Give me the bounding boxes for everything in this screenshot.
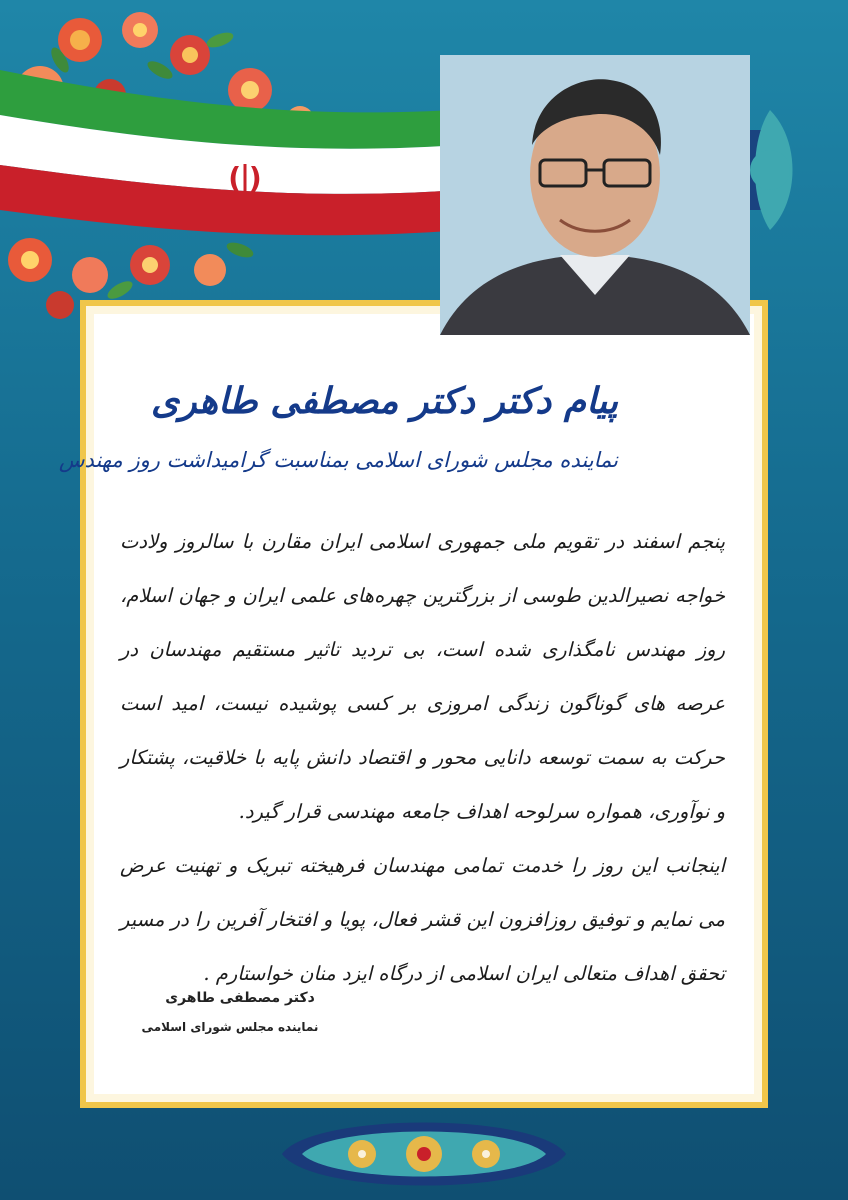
signature-name: دکتر مصطفی طاهری [165, 990, 315, 1006]
arabesque-ornament-bottom [282, 1112, 566, 1196]
message-subtitle: نماینده مجلس شورای اسلامی بمناسبت گرامیداشت روز مهندس [58, 448, 618, 472]
portrait-photo [440, 55, 750, 335]
message-body [120, 515, 725, 1001]
message-paragraph: اینجانب این روز را خدمت تمامی مهندسان فرهیخته تبریک و تهنیت عرض می نمایم و توفیق روزافزون این قشر فعال، پویا و افتخار آفرین را در مسیر تحقق اهداف متعالی ایران اسلامی از درگاه ایزد منان خواستارم . [120, 854, 725, 985]
signature-role: نماینده مجلس شورای اسلامی [141, 1020, 319, 1034]
message-title: پیام دکتر دکتر مصطفی طاهری [151, 380, 618, 422]
message-paragraph: پنجم اسفند در تقویم ملی جمهوری اسلامی ایران مقارن با سالروز ولادت خواجه نصیرالدین طوسی از بزرگترین چهره‌های علمی ایران و جهان اسلام، روز مهندس نامگذاری شده است، بی تردید تاثیر مستقیم مهندسان در عرصه های گوناگون زندگی امروزی بر کسی پوشیده نیست، امید است حرکت به سمت توسعه دانایی محور و اقتصاد دانش پایه با خلاقیت، پشتکار و نوآوری، همواره سرلوحه اهداف جامعه مهندسی قرار گیرد. [120, 530, 725, 823]
